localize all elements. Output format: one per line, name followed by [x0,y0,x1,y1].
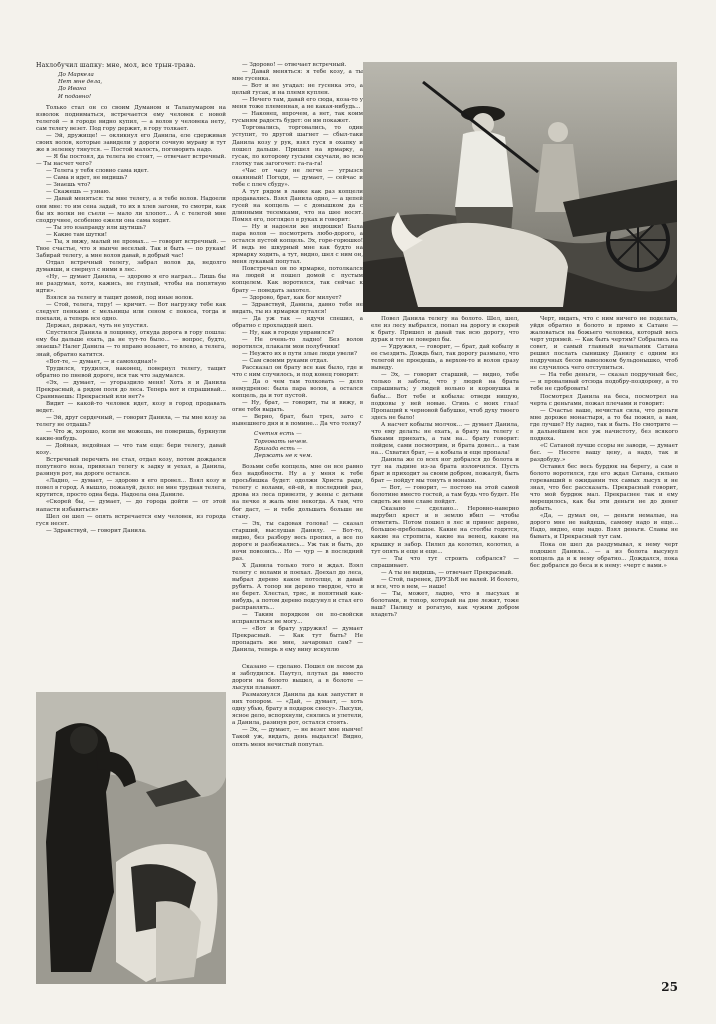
illustration-man-with-oxen-drawing [36,692,226,984]
paragraph: Повел Данила телегу на болото. Шел, шел, еле из лесу выбрался, попал на дорогу и скорей к брату. Пришел и давай так всю дорогу, что дурак и тот не поверил бы. [371,316,519,344]
paragraph: — Вот, — говорит, — постою на этой самой болотине вместо гостей, а там будь что будет. Не сидеть же мне славе пойдет. [371,485,519,506]
paragraph: — Ну, как в городе управился? [242,329,334,336]
paragraph: — Наконец, впрочем, а нет, так коим гусыням радость будет: он им покажет. [232,111,363,125]
paragraph: Шел он шел — опять встречается ему человек, из города гуся несет. [36,513,226,527]
paragraph: — Счастье ваше, нечистая сила, что деньги мне дороже монастыря, а то бы пожил, а вам, где лучше? Ну ладно, так и быть. Но смотрите — в дальнейшем все уж начистоту, без всякого подвоха. [530,407,678,442]
paragraph: — Ты что тут строить собрался? — спрашивает. [371,555,519,569]
paragraph: — Ты, я вижу, малый не промах... — говорит встречный. — Твое счастье, что я нынче веселый. Так и быть — по рукам! Забирай телегу, а мне волов давай, в добрый час! [36,238,226,259]
paragraph: — Сама и идет, не видишь? [46,175,128,182]
illustration-man-and-ox-cart-drawing [363,62,677,312]
paragraph: — Скажешь — узнаю. [46,189,111,196]
paragraph: — Стой, паренек, ДРУЗЬЯ не валей. И болото, и все, что в нем, — наше! [371,576,519,590]
paragraph: — Сам своими руками отдал. [242,357,329,364]
paragraph: «Ладно, — думает, — здорово я его провел... Взял козу и повел в город. А вышло, пожалуй, дело: не мне трудная телега, крутится, просто одна беда. Надоела она Даниле. [36,478,226,499]
paragraph: А насчет кобылы молчок... — думает Данила, что ему делать: не ехать, а брату на телегу с быками приехать, а там на... брату говорит: пойдем, сами посмотрим, и брата довел... а там на... Схватил брат, — а кобыла и еще пропала! [371,421,519,456]
paragraph: — Эй, дружище! — окликнул его Данила, еле сдерживая своих волов, которые завидели у дороги сочную мураву и тут же в зеленку тянутся. — Постой малость, поговорить надо. [36,133,226,154]
verse-line: Держать не к чем. [254,453,313,460]
paragraph: — «Вот и брату удружил! — думает Прекрасный. — Как тут быть? Не пропадать же мне, зачаровал сам? — Данила, теперь я ему вину искуплю [232,626,363,654]
paragraph: Рассказал он брату все как было, где и что с ним случилось, и под конец говорит: [232,365,363,379]
paragraph: — Телега у тебя словно сама идет. [46,168,149,175]
column2-paragraphs [232,62,363,428]
opening-line: Нахлобучил шапку: мне, мол, все трын-трава. [36,62,196,69]
paragraph: Х Данила только того и ждал. Взял телегу с волами и поехал. Доехал до леса, выбрал дерево какое потолще, и давай рубить. А топор ни дерево твердое, что и не берет. Хлестал, тряс, и попятный как-нибудь, а потом дерево подсунул и стал его расправлять... [232,562,363,612]
paragraph: «Вот-те, — думает, — и самоходная!» [46,358,157,365]
paragraph: — Давай меняться: я тебе козу, а ты мне гусенка. [232,69,363,83]
column1-paragraphs [36,105,226,535]
text-column-2 [232,62,363,662]
verse-line: Бригада есть — [254,445,303,452]
paragraph: «С Сатаной лучше ссоры не заводи, — думает бес. — Несете вашу цену, а надо, так и раздобуду.» [530,442,678,463]
paragraph: — Здорово! — отвечает встречный. [242,62,347,68]
text-column-2-lower [232,664,363,984]
paragraph: Сказано — сделано. Пошел он лесом да и заблудился. Паутул, плутал да вместо дороги на болото вышел, а в болоте — лысухи плавают. [232,664,363,692]
paragraph: — Ты это взаправду или шутишь? [46,224,146,231]
paragraph: Держал, держал, чуть не упустил. [46,323,149,330]
paragraph: — Эх, — говорит старший, — видно, тебе только и заботы, что у людей на брата спрашивать; у людей вольно и коровушка и бабы... Вот тебе и кобыла: отведи нищую, подковы у ней новые. Сгинь с моих глаз! Пропащий к черновой бабушке, чтоб духу твоего здесь не было! [371,372,519,421]
verse-line: И подавно! [58,93,92,100]
paragraph: — Да о чем там толковать — дело немудреное: была пара волов, а остался копцель, да и тот пустой. [232,379,363,400]
paragraph: Отдал встречный телегу, забрал волов да, недолго думавши, и свернул с ними в лес. [36,259,226,273]
paragraph: Повстречал он по ярмарке, потолкался на людей и пошел домой с пустым копцелем. Как воротился, так сейчас к брату — поведать захотел. [232,266,363,294]
paragraph: — Да уж так — идучи спешил, а обратно с прохладцей шел. [232,315,363,329]
paragraph: — Давай меняться: ты мне телегу, а я тебе волов. Надоели они мне: то им сена задай, то их в хлев загони, то смотри, как бы их волки не съели — мало ли хлопот... А с телегой мне сподручнее, особенно ежели она сама ходит. [36,196,226,224]
paragraph: — Эх, — думает, — не везет мне нынче! Такой уж, видать, день выдался! Видно, опять меня нечистый попутал. [232,727,363,748]
verse-block-1 [58,72,226,101]
paragraph: — Не очень-то ладно! Без волов воротился, плакали мои полубчики! [232,336,363,350]
paragraph: — Дойная, недойная — что там еще: бери телегу, давай козу. [36,443,226,457]
paragraph: Оставил бес весь бурдюк на берегу, а сам в болото воротился, где его ждал Сатана, сильно горевавший в ожидании тех самых лысух и не знал, что бес рассказать. Прекрасный говорит, что мой бурдюк мал. Прекраснее так и ему мерещилось, как бы эти деньги не до денег добыть. [530,463,678,513]
paragraph: Встречный перечить не стал, отдал козу, потом дождался попутного воза, привязал телегу к задку и уехал, а Данила, разинув рот, на дороге остался. [36,457,226,478]
verse-line: До Маркела [58,72,94,79]
paragraph: «Час от часу не легче — угрызся окаянный! Погоди, — думает, — сейчас и тебе с плеч сбуду». [232,167,363,188]
paragraph: Видит — какой-то человек идет, козу в город продавать ведет. [36,400,226,414]
paragraph: Возьми себе копцель, мне он все равно без надобности. Ну а у меня к тебе просьбишка будет: одолжи Христа ради, телегу с волами, ей-ей, в последний раз, дрова из леса привезти, у жены с детьми на печке я жаль мне некогда. А там, что бог даст, — и тебе дольшать больше не стану. [232,464,363,520]
paragraph: — Я бы постоял, да телега не стоит, — отвечает встречный. — Ты насчет чего? [36,154,226,168]
paragraph: — Какие там шутки! [46,231,107,238]
paragraph: — Неужто их в пути злые люди увели? [242,350,357,357]
paragraph: «Ну, — думает Данила, — здорово я его награл... Лишь бы не раздумал, хотя, кажись, не глупый, чтобы на попятную идти». [36,273,226,295]
paragraph: — Эх, ты садовая голова! — сказал старший, выслушав Данилу. — Вот-то, видно, без разбору весь пропил, а все по дороге и разбежались... Уж так и быть, до ночи повозись... Но — чур — в последний раз. [232,520,363,562]
paragraph: Данила же со всех ног добрался до болота и тут на льдине из-за брата изловчился. Пусть брат и приходит за своим добром, пожалуй, быть брат — пойдут мы тонуть в монахи. [371,456,519,485]
verse-line: Счетня есть — [254,431,302,438]
verse-line: До Ивана [58,86,87,93]
paragraph: — Ну, брат, — говорит, ты и вижу, в огне тебя выдать. [232,400,363,414]
paragraph: — Ну и надоели же индюшки! Была пара волов — посмотреть любо-дорого, а остался пустой копцель. Эх, горе-горюшко! И ведь не шкурный мне как будто на ярмарку ходить, а тут, видно, шел с ним он, меня лукавый попутал. [232,224,363,266]
paragraph: «Эх, — думает, — угораздило меня! Хоть я и Данила Прекрасный, а рядом поля до леса. Теперь вот и спрашивай... Сраниваешь: Прекрасный или нет?» [36,379,226,400]
column3-left [371,316,519,619]
paragraph: — На тебе деньги, — сказал подручный бес, — и проваливай отсюда подобру-поздорову, а то тебе не сдобровать! [530,372,678,393]
paragraph: — Вот и не угадал: не гусенка это, а целый гусак, и на племя куплен. [232,83,363,97]
paragraph: Черт, видать, что с ним ничего не поделать, уйдя обратно в болото и прямо к Сатане — жаловаться на божьего человека, который весь черт упрямей. — Как быть чертям? Собрались на совет, и самый главный начальник Сатана решил послать сынишку Данилу с одним из подручных бесов выволоком бульдонышко, чтоб не случилось чего отступиться. [530,316,678,372]
illustration-man-with-oxen [36,692,226,984]
paragraph: — Нечего там, давай его сюда, коза-то у меня тоже племенная, а не какая-нибудь... [232,97,363,111]
page-number: 25 [661,980,678,994]
paragraph: — Ты, может, ладно, что в лысухах и болотами, и топор, который на дне лежит, тоже ваш? Палицу и рогатую, как чужим добром владеть? [371,590,519,618]
paragraph: — Стой, телега, тпру! — кричит. — Вот нагрузку тебе как следует пенками с мельницы или сеном с покоса, тогда и поехали, а теперь все одно. [36,302,226,323]
verse-line: Нет мне дела, [58,79,103,86]
paragraph: Трудился, трудился, наконец, повернул телегу, тащит обратно по пневой дороге, вся так что задумался. [36,365,226,379]
paragraph: Спустился Данила в лощинку, откуда дорога в гору пошла: ему бы дальше ехать, да не тут-то было... — вопрос, будто, знаешь? Налег Данила — то вправо возьмет, то влево, а телега, знай, обратно катится. [36,330,226,358]
paragraph: Пока он шел да раздумывал, к нему черт подошел Данила... — а из болота высунул копцель да и к нему обратно... Дождался, пока бес добрался до беса и к нему: «черт с вами.» [530,541,678,569]
paragraph: А тут рядом в лавке как раз копцели продавались. Взял Данила одно, — а цепей гусей на копцель — с донышком да с длинными тесемками, что на шее носят. Помял его, поглядел в руках и говорит: [232,188,363,224]
verse-block-2 [254,431,363,460]
paragraph: — А ты не видишь, — отвечает Прекрасный. [381,569,513,576]
column2-paragraphs-continued [232,464,363,654]
paragraph: Сказано — сделано... Неровно-наверно вырубил крест и в землю вбил — чтобы отметить. Потом пошел в лес и принес дерево, большое-пребольшое. Какие на столбы годятся, какие на стропила, какие на венец, какие на крышку и забор. Пилил да колотил, колотил, а тут опять и еще и еще... [371,506,519,555]
paragraph: — Таким порядком он по-свойски исправляться не могу... [232,612,363,626]
text-column-3 [371,316,678,984]
paragraph: «Да, — думал он, — деньги немалые, на дорого мне не найдешь, самому надо и еще... Надо, видно, еще надо. Взял деньги. Славы не бывать, и Прекрасный тут сам. [530,513,678,541]
paragraph: — Здравствуй, Данила, давно тебя не видать, ты из ярмарки путался! [232,301,363,315]
column3-right [530,316,678,570]
paragraph: Размахнулся Данила да как запустит в них топором. — «Дай, — думает, — хоть одну убью, брату в подарок снесу». Лысухи, ясное дело, вспорхнули, снялись и улетели, а Данила, разинув рот, остался стоять. [232,692,363,727]
paragraph: Посмотрел Данила на беса, посмотрел на черта с деньгами, пожал плечами и говорит: [530,393,678,407]
illustration-man-and-ox-cart [363,62,677,312]
paragraph: — Удружил, — говорит, — брат, дай кобылу я ее съездить. Дождь был, так дорогу размыло, что телегой не проедешь, а верхом-то и волов сразу выведу. [371,344,519,372]
paragraph: — Что ж, хорошо, коли не можешь, не поверишь, буркнули какие-нибудь. [36,429,226,443]
paragraph: — Знаешь что? [46,182,91,189]
paragraph: «Скорей бы, — думает, — до города дойти — от этой напасти избавиться» [36,499,226,513]
paragraph: — Здорово, брат, как бог милует? [242,294,342,301]
text-column-1 [36,62,226,692]
verse-line: Торговать нечем. [254,438,308,445]
paragraph: Взялся за телегу и тащит домой, под иные волок. [46,295,194,302]
paragraph: — Верно, брат, был трех, зато с нынешнего дня и в помине... Да что толку? [232,414,363,428]
paragraph: Торговались, торговались, то один уступит, то другой шагнет — сбыл-таки Данила козу у рук, взял гуся в охапку и пошел дальше. Пришел на ярмарку, а гусак, по которому гусыни скучали, во всю глотку так загогочет: га-га-га! [232,125,363,167]
paragraph: — Здравствуй, — говорит Данила. [46,527,147,534]
paragraph: — Эй, друг сердечный, — говорит Данила, — ты мне козу за телегу не отдашь? [36,414,226,428]
paragraph: Только стал он со своим Думаном и Талапумаром на взволок подниматься, встречается ему человек с новой телегой — в городе видно купил, — а волов у человека нету, сам телегу везет. Под гору держит, в гору толкает. [36,104,226,132]
